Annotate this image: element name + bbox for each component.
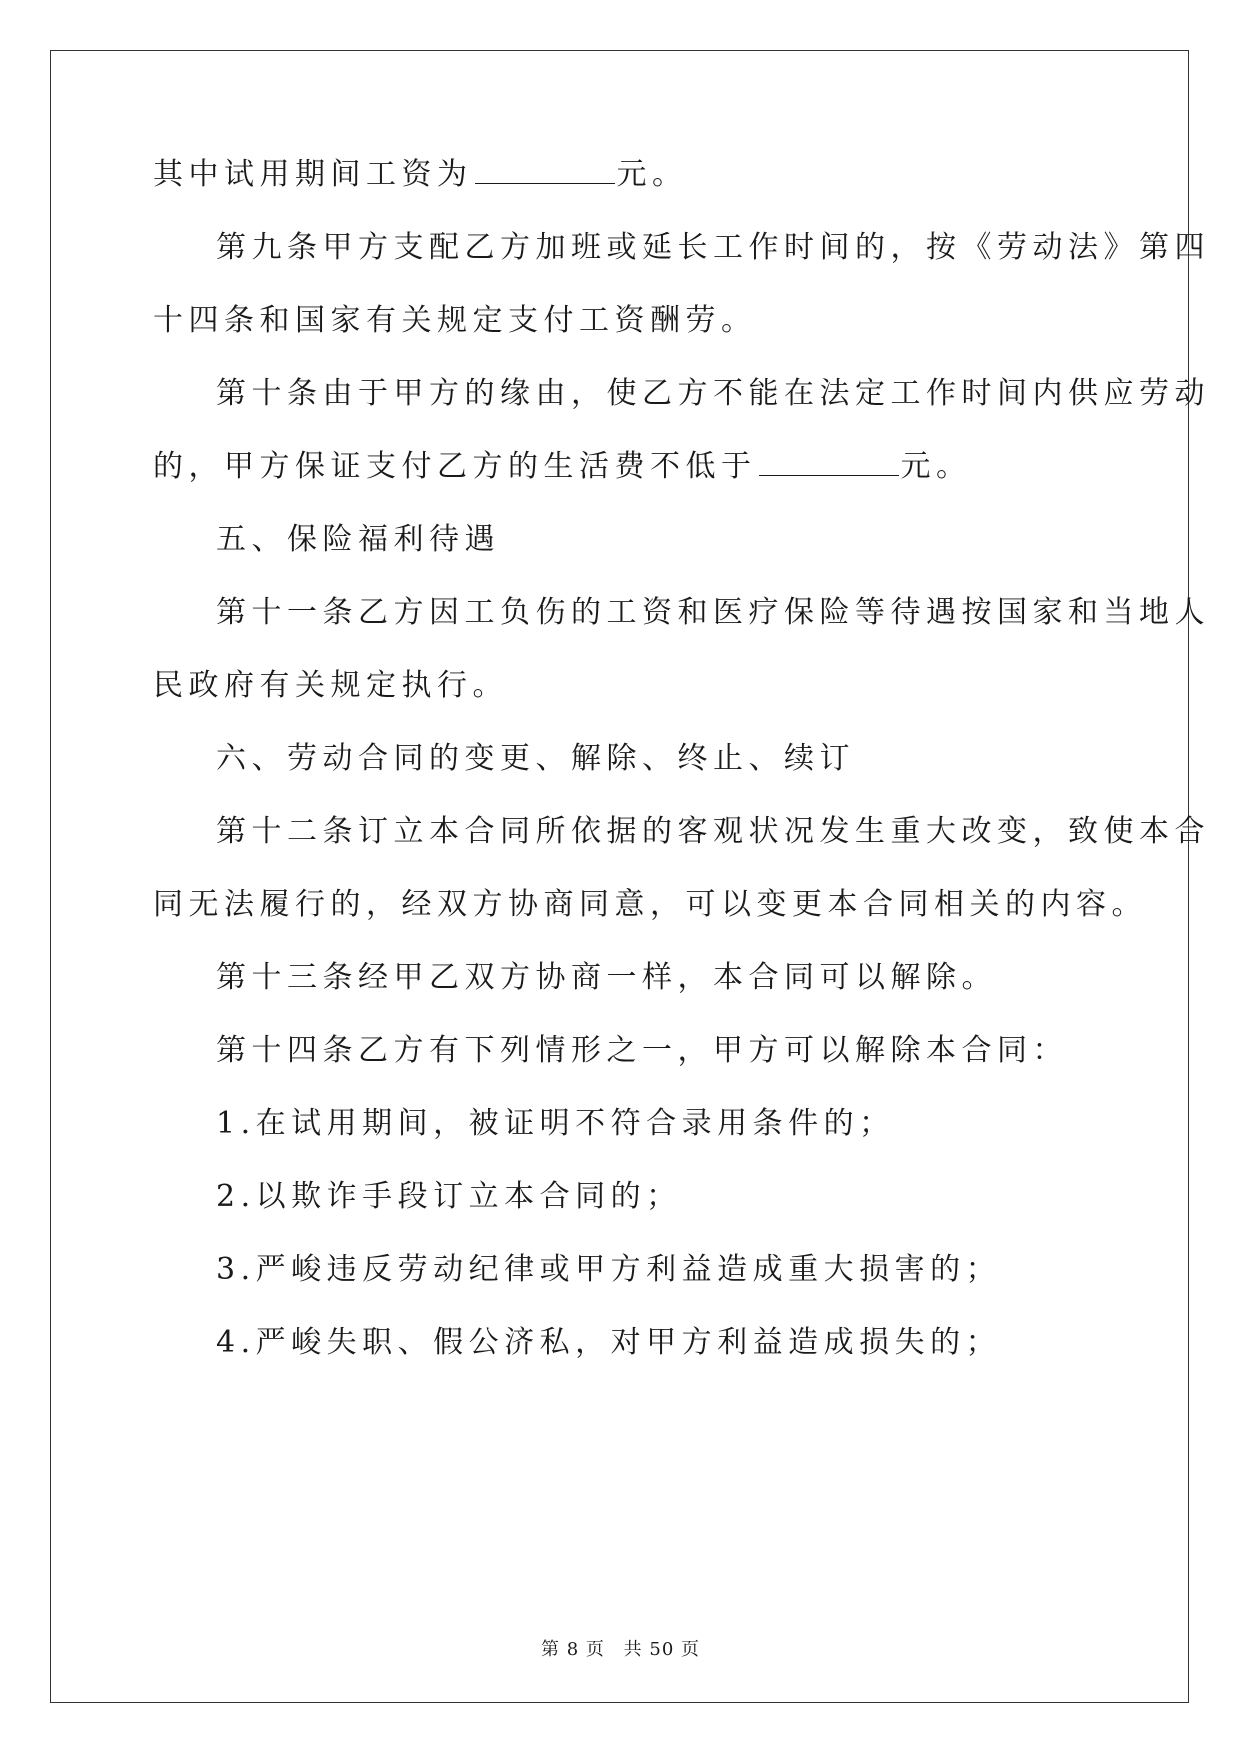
list-item-4: 4.严峻失职、假公济私，对甲方利益造成损失的； bbox=[216, 1325, 1002, 1360]
page-number: 第 8 页 bbox=[541, 1639, 605, 1660]
page-footer bbox=[0, 1635, 1241, 1661]
list-item-2: 2.以欺诈手段订立本合同的； bbox=[216, 1179, 682, 1214]
section-heading-insurance: 五、保险福利待遇 bbox=[216, 522, 500, 557]
article-10-line-1: 第十条由于甲方的缘由，使乙方不能在法定工作时间内供应劳动 bbox=[216, 376, 1210, 411]
text-line-wage-probation: 其中试用期间工资为 元。 bbox=[153, 157, 688, 192]
article-13: 第十三条经甲乙双方协商一样，本合同可以解除。 bbox=[216, 960, 997, 995]
article-10-line-2: 的，甲方保证支付乙方的生活费不低于 元。 bbox=[153, 449, 972, 484]
article-11-line-1: 第十一条乙方因工负伤的工资和医疗保险等待遇按国家和当地人 bbox=[216, 595, 1210, 630]
fill-in-blank bbox=[475, 157, 615, 184]
article-9-line-2: 十四条和国家有关规定支付工资酬劳。 bbox=[153, 303, 757, 338]
fill-in-blank bbox=[759, 449, 899, 476]
list-item-3: 3.严峻违反劳动纪律或甲方利益造成重大损害的； bbox=[216, 1252, 1002, 1287]
article-11-line-2: 民政府有关规定执行。 bbox=[153, 668, 508, 703]
section-heading-contract-changes: 六、劳动合同的变更、解除、终止、续订 bbox=[216, 741, 855, 776]
article-14: 第十四条乙方有下列情形之一，甲方可以解除本合同： bbox=[216, 1033, 1068, 1068]
article-9-line-1: 第九条甲方支配乙方加班或延长工作时间的，按《劳动法》第四 bbox=[216, 230, 1210, 265]
article-12-line-1: 第十二条订立本合同所依据的客观状况发生重大改变，致使本合 bbox=[216, 814, 1210, 849]
total-pages: 共 50 页 bbox=[623, 1639, 700, 1660]
page-border bbox=[50, 50, 1189, 1703]
list-item-1: 1.在试用期间，被证明不符合录用条件的； bbox=[216, 1106, 895, 1141]
article-12-line-2: 同无法履行的，经双方协商同意，可以变更本合同相关的内容。 bbox=[153, 887, 1147, 922]
